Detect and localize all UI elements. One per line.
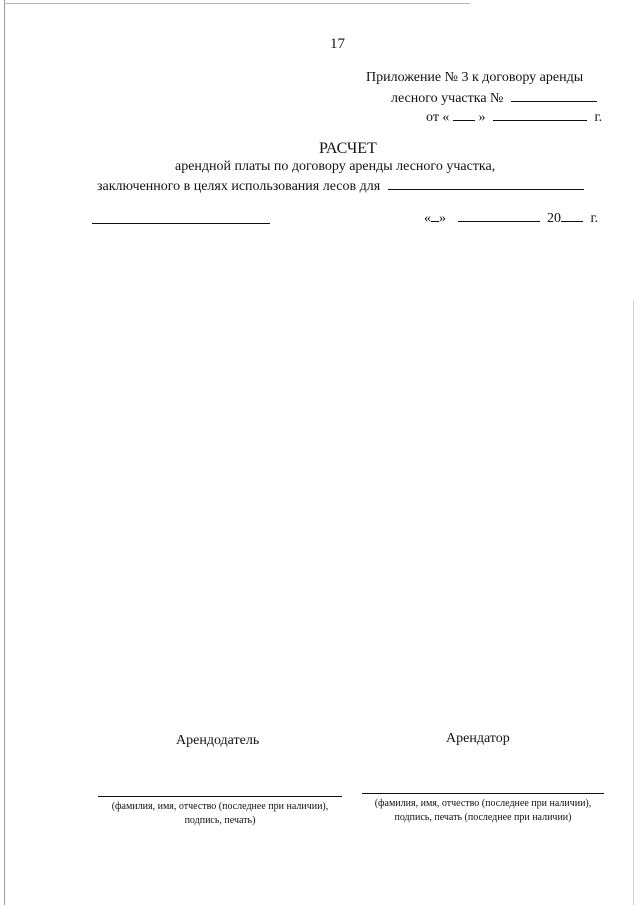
lessee-caption-line1: (фамилия, имя, отчество (последнее при наличии), [374,798,592,809]
document-title: РАСЧЕТ [319,140,377,157]
place-blank[interactable] [92,223,270,224]
date-day-blank[interactable] [431,209,439,222]
scan-edge-right [633,300,634,905]
page-number: 17 [330,36,345,52]
appendix-line2 [391,89,597,107]
lessor-caption-line1: (фамилия, имя, отчество (последнее при наличии), [111,801,329,812]
scan-edge-left [4,0,5,905]
appendix-line1: Приложение № 3 к договору аренды [366,70,584,85]
lessee-signature-line[interactable] [362,793,604,794]
date-open-quote: « [424,211,431,226]
lessee-label: Арендатор [446,731,510,746]
month-year-blank[interactable] [493,108,587,121]
appendix-year-suffix: г. [594,110,603,125]
date-year-suffix: г. [590,211,599,226]
lessee-caption-line2: подпись, печать (последнее при наличии) [394,812,572,823]
lessor-label: Арендодатель [176,733,260,748]
appendix-line3 [426,108,602,126]
scan-edge-top [4,3,470,4]
appendix-quote-close: » [478,110,486,125]
document-subtitle-1: арендной платы по договору аренды лесного участка, [175,159,496,174]
day-blank[interactable] [453,108,475,121]
subtitle-2-text: заключенного в целях использования лесов для [97,179,381,194]
appendix-lot-label: лесного участка № [391,91,504,106]
document-subtitle-2 [97,177,584,195]
date-year-blank[interactable] [561,209,583,222]
date-close-quote: » [439,211,446,226]
lessor-caption [98,801,342,826]
appendix-from-label: от « [426,110,450,125]
date-century: 20 [547,211,561,226]
date-month-blank[interactable] [458,209,540,222]
lessee-caption [360,798,606,823]
date-line [424,209,598,227]
lot-number-blank[interactable] [511,89,597,102]
lessor-caption-line2: подпись, печать) [184,815,256,826]
lessor-signature-line[interactable] [98,796,342,797]
purpose-blank[interactable] [388,177,584,190]
